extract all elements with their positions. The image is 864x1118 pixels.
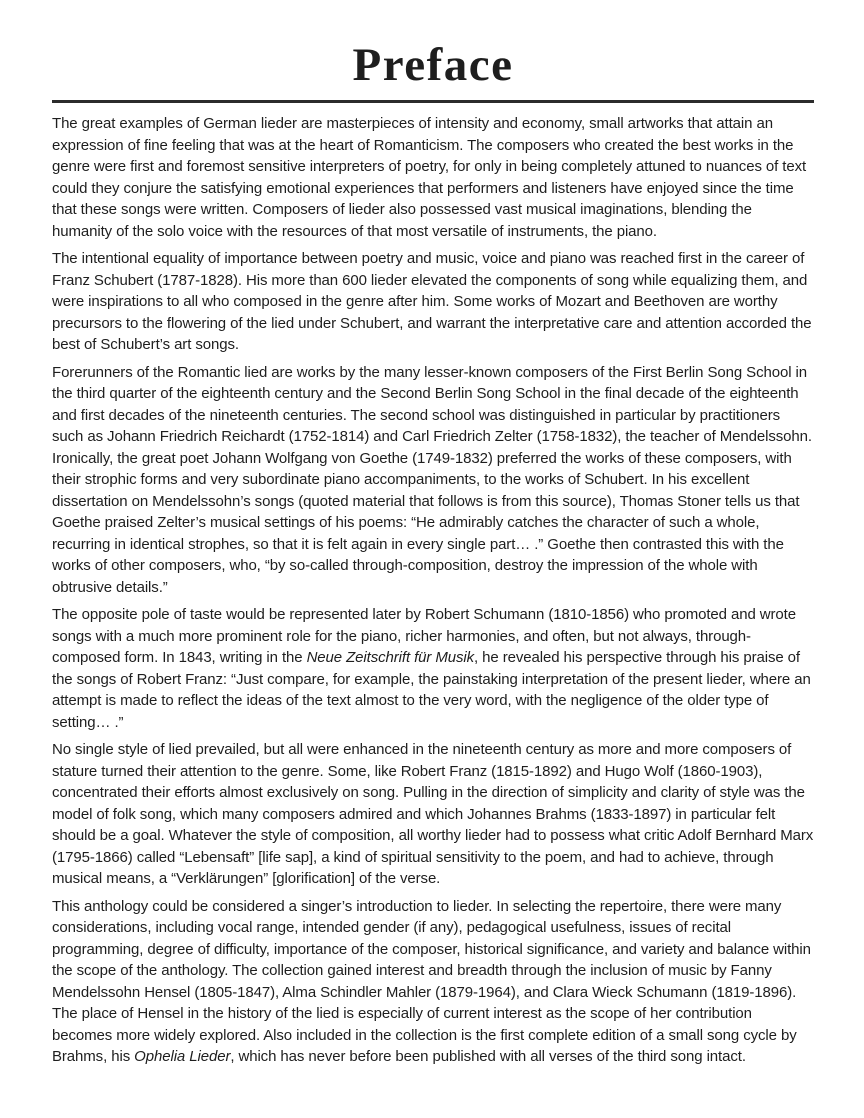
text-segment: Forerunners of the Romantic lied are works by the many lesser-known composers of the First Berlin Song School in the third quarter of the eighteenth century and the Second Berlin Song School in the final decade of the eighteenth and first decades of the nineteenth centuries. The second school was distinguished in particular by practitioners such as Johann Friedrich Reichardt (1752-1814) and Carl Friedrich Zelter (1758-1832), the teacher of Mendelssohn. Ironically, the great poet Johann Wolfgang von Goethe (1749-1832) preferred the works of these composers, with their strophic forms and very subordinate piano accompaniments, to the works of Schubert. In his excellent dissertation on Mendelssohn’s songs (quoted material that follows is from this source), Thomas Stoner tells us that Goethe praised Zelter’s musical settings of his poems: “He admirably catches the character of such a whole, recurring in identical strophes, so that it is felt again in every single part… .” Goethe then contrasted this with the works of other composers, who, “by so-called through-composition, destroy the impression of the whole with obtrusive details.” bbox=[52, 363, 812, 596]
text-segment: , which has never before been published with all verses of the third song intact. bbox=[230, 1048, 746, 1066]
italic-text-segment: Ophelia Lieder bbox=[134, 1048, 231, 1066]
paragraph bbox=[52, 604, 814, 733]
italic-text-segment: Neue Zeitschrift für Musik bbox=[306, 649, 475, 667]
paragraph bbox=[52, 362, 814, 599]
title-divider bbox=[52, 100, 814, 103]
page-title: Preface bbox=[352, 39, 514, 91]
text-segment: , he revealed his perspective through his praise of the songs of Robert Franz: “Just compare, for example, the painstaking interpretation of the present lieder, where an attempt is made to reflect the ideas of the text almost to the very word, with the negligence of the older type of setting… .” bbox=[52, 649, 811, 731]
text-segment: The opposite pole of taste would be represented later by Robert Schumann (1810-1856) who promoted and wrote songs with a much more prominent role for the piano, richer harmonies, and often, but not always, through-composed form. In 1843, writing in the bbox=[52, 606, 796, 667]
text-segment: No single style of lied prevailed, but all were enhanced in the nineteenth century as more and more composers of stature turned their attention to the genre. Some, like Robert Franz (1815-1892) and Hugo Wolf (1860-1903), concentrated their efforts almost exclusively on song. Pulling in the direction of simplicity and clarity of style was the model of folk song, which many composers admired and which Johannes Brahms (1833-1897) in particular felt should be a goal. Whatever the style of composition, all worthy lieder had to possess what critic Adolf Bernhard Marx (1795-1866) called “Lebensaft” [life sap], a kind of spiritual sensitivity to the poem, and had to achieve, through musical means, a “Verklärungen” [glorification] of the verse. bbox=[52, 741, 814, 888]
text-segment: The intentional equality of importance between poetry and music, voice and piano was reached first in the career of Franz Schubert (1787-1828). His more than 600 lieder elevated the components of song while equalizing them, and were inspirations to all who composed in the genre after him. Some works of Mozart and Beethoven are worthy precursors to the flowering of the lied under Schubert, and warrant the interpretative care and attention accorded the best of Schubert’s art songs. bbox=[52, 250, 812, 354]
paragraph bbox=[52, 739, 814, 890]
paragraph bbox=[52, 896, 814, 1068]
paragraph bbox=[52, 248, 814, 356]
paragraph bbox=[52, 113, 814, 242]
text-segment: The great examples of German lieder are masterpieces of intensity and economy, small artworks that attain an expression of fine feeling that was at the heart of Romanticism. The composers who created the best works in the genre were first and foremost sensitive interpreters of poetry, for only in being completely attuned to nuances of text could they conjure the satisfying emotional experiences that performers and listeners have enjoyed since the time that these songs were written. Composers of lieder also possessed vast musical imaginations, blending the humanity of the solo voice with the resources of that most versatile of instruments, the piano. bbox=[52, 115, 807, 240]
text-segment: This anthology could be considered a singer’s introduction to lieder. In selecting the repertoire, there were many considerations, including vocal range, intended gender (if any), pedagogical usefulness, issues of recital programming, degree of difficulty, importance of the composer, historical significance, and variety and balance within the scope of the anthology. The collection gained interest and breadth through the inclusion of music by Fanny Mendelssohn Hensel (1805-1847), Alma Schindler Mahler (1879-1964), and Clara Wieck Schumann (1819-1896). The place of Hensel in the history of the lied is especially of current interest as the scope of her contribution becomes more widely explored. Also included in the collection is the first complete edition of a small song cycle by Brahms, his bbox=[52, 897, 811, 1066]
preface-body bbox=[52, 113, 814, 1068]
